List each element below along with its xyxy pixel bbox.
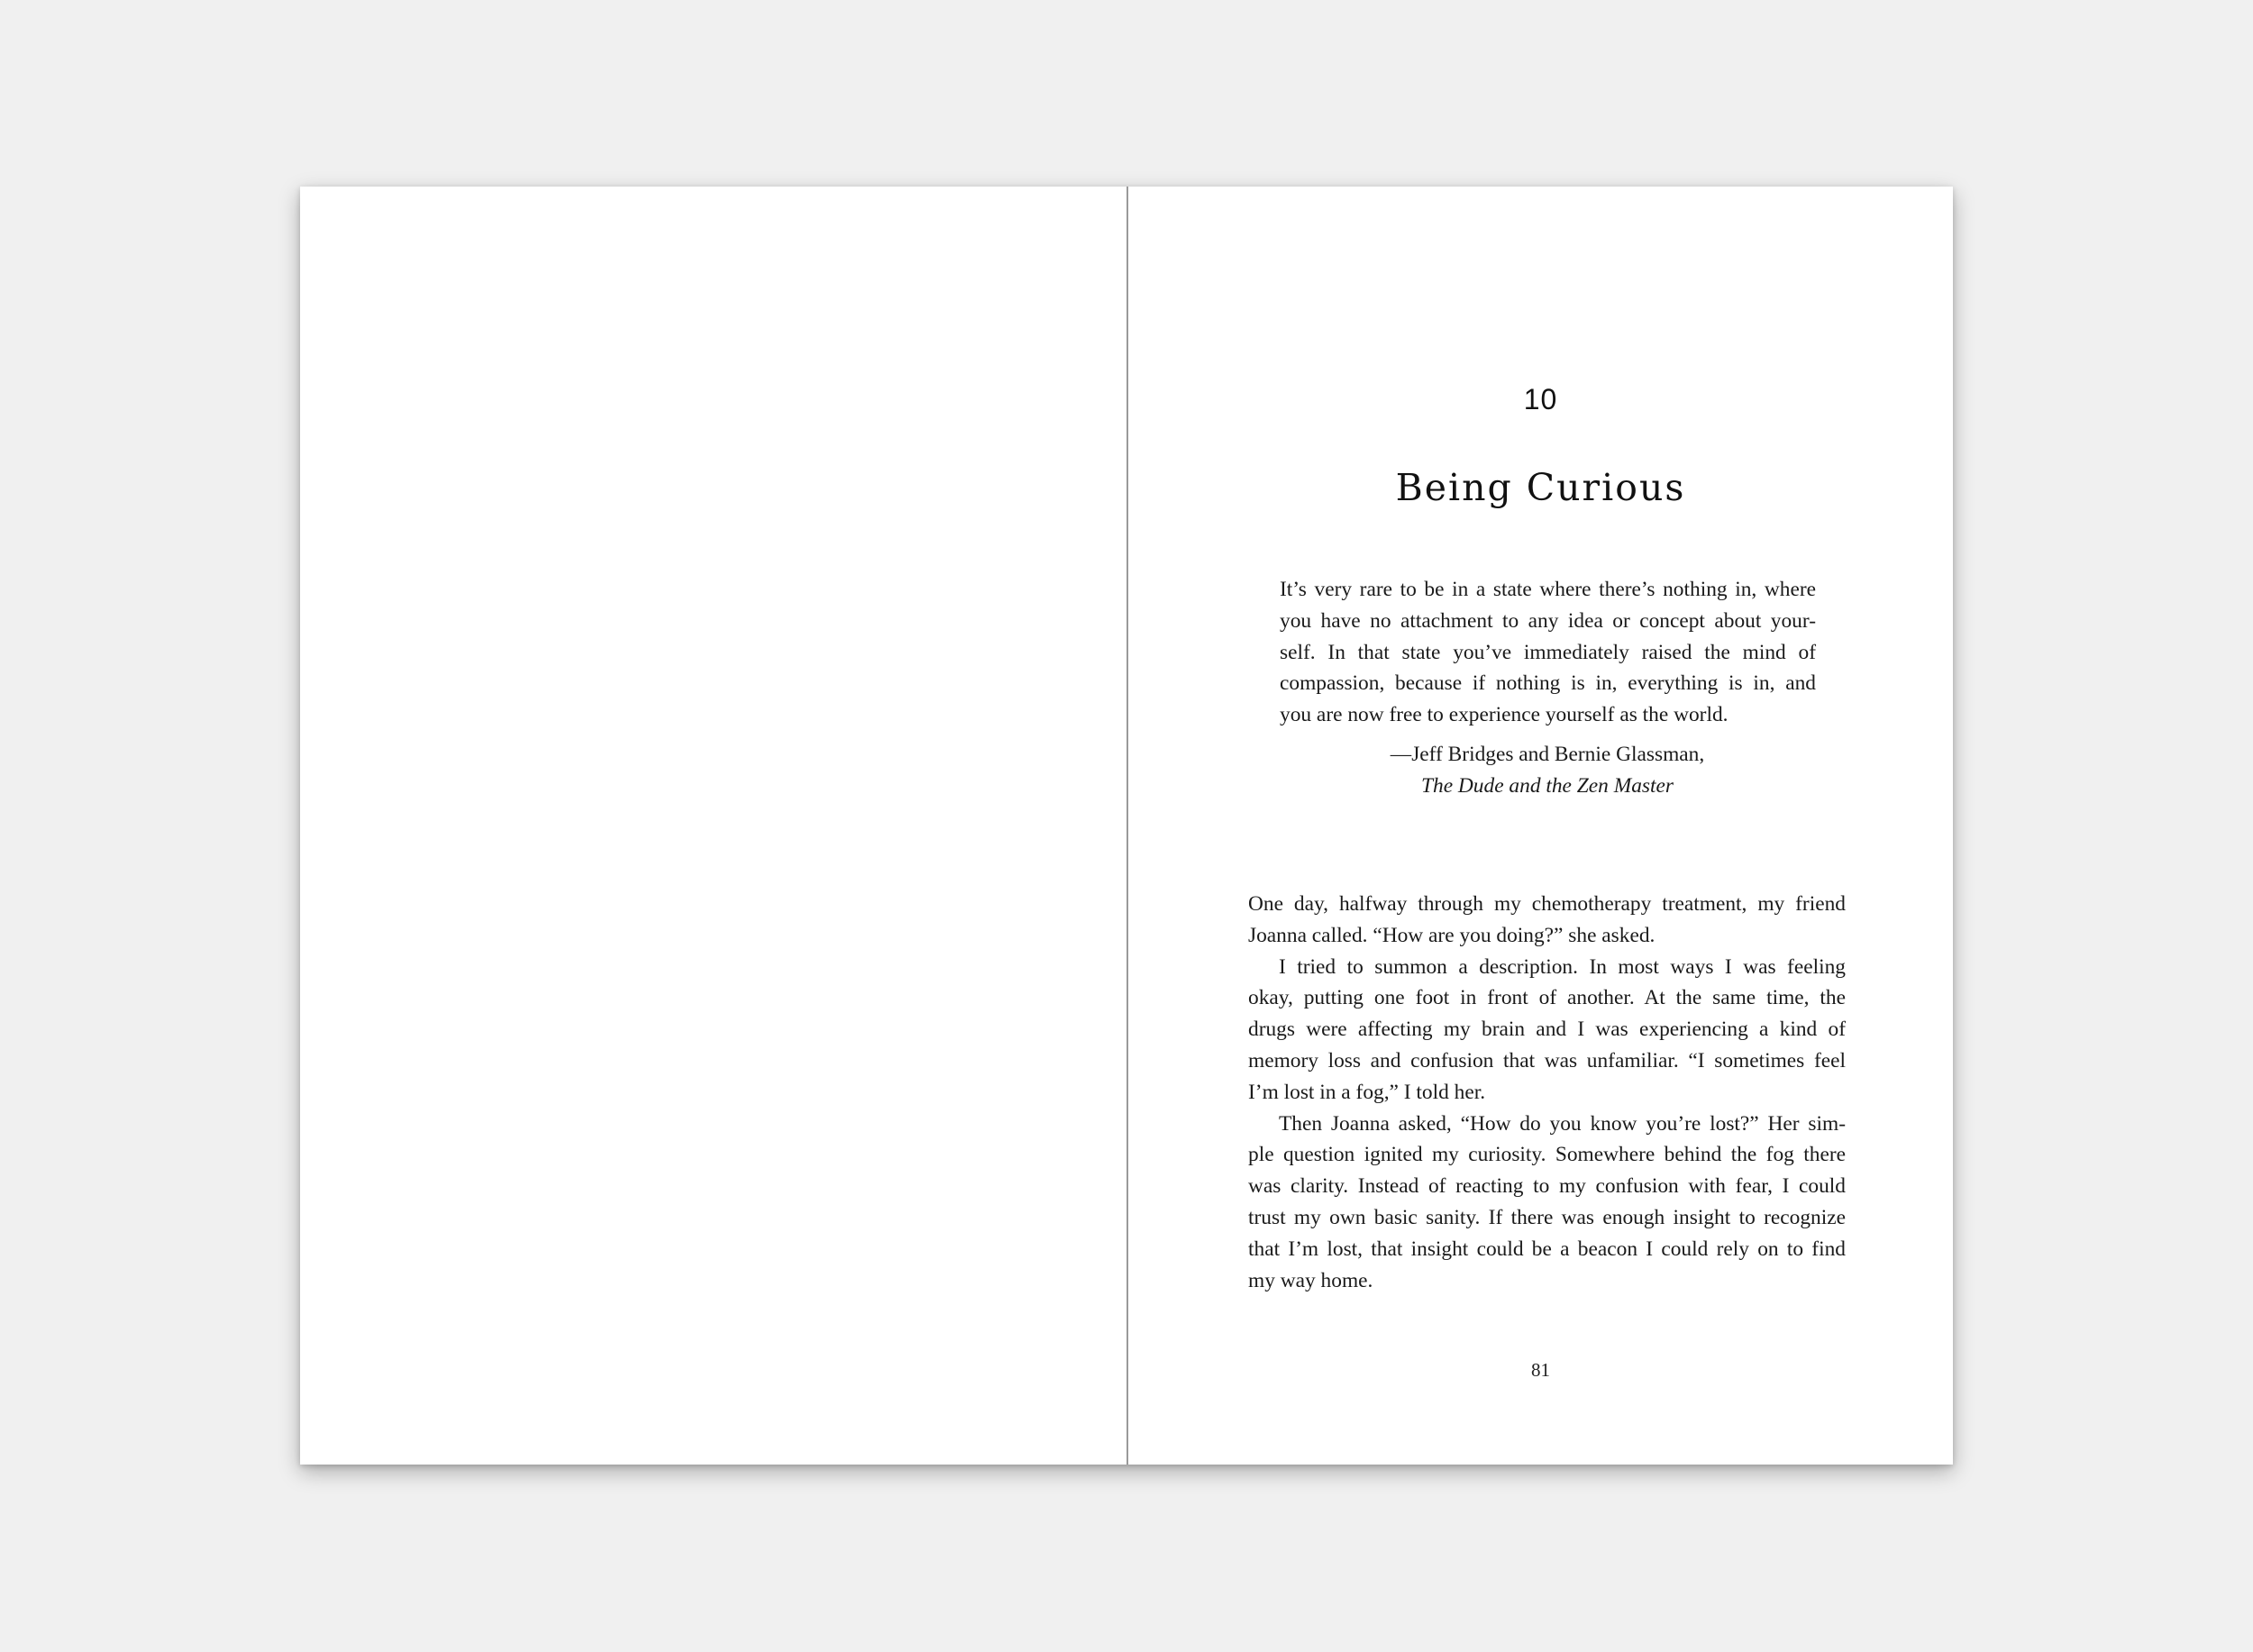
epigraph xyxy=(1280,574,1816,731)
body-line: Joanna called. “How are you doing?” she asked. xyxy=(1248,923,1656,947)
left-page xyxy=(300,187,1127,1465)
right-page xyxy=(1128,187,1953,1465)
body-line: was clarity. Instead of reacting to my confusion with fear, I could xyxy=(1248,1174,1846,1199)
body-line: Then Joanna asked, “How do you know you’re lost?” Her sim- xyxy=(1279,1111,1846,1136)
epigraph-line: you are now free to experience yourself as the world. xyxy=(1280,703,1729,727)
epigraph-line: compassion, because if nothing is in, everything is in, and xyxy=(1280,671,1816,696)
epigraph-line: self. In that state you’ve immediately raised the mind of xyxy=(1280,640,1816,664)
epigraph-attribution xyxy=(1128,739,1953,802)
body-line: memory loss and confusion that was unfamiliar. “I sometimes feel xyxy=(1248,1048,1846,1072)
body-line: I tried to summon a description. In most ways I was feeling xyxy=(1279,954,1846,979)
epigraph-work-title: The Dude and the Zen Master xyxy=(1420,774,1674,798)
body-line: I’m lost in a fog,” I told her. xyxy=(1248,1080,1486,1104)
body-line: that I’m lost, that insight could be a beacon I could rely on to find xyxy=(1248,1237,1846,1261)
body-line: my way home. xyxy=(1248,1268,1373,1292)
body-text xyxy=(1248,889,1846,1296)
epigraph-line: It’s very rare to be in a state where there’s nothing in, where xyxy=(1280,578,1816,601)
chapter-title: Being Curious xyxy=(1395,466,1686,509)
body-line: One day, halfway through my chemotherapy treatment, my friend xyxy=(1248,892,1846,916)
body-line: drugs were affecting my brain and I was experiencing a kind of xyxy=(1248,1018,1846,1042)
epigraph-line: you have no attachment to any idea or concept about your- xyxy=(1280,608,1816,633)
body-line: ple question ignited my curiosity. Somewhere behind the fog there xyxy=(1248,1143,1846,1167)
page-number: 81 xyxy=(1531,1359,1550,1381)
body-line: trust my own basic sanity. If there was enough insight to recognize xyxy=(1248,1205,1846,1229)
book-spread xyxy=(300,187,1953,1465)
epigraph-author: —Jeff Bridges and Bernie Glassman, xyxy=(1390,743,1705,766)
body-line: okay, putting one foot in front of another. At the same time, the xyxy=(1248,986,1846,1010)
chapter-number: 10 xyxy=(1523,383,1558,415)
